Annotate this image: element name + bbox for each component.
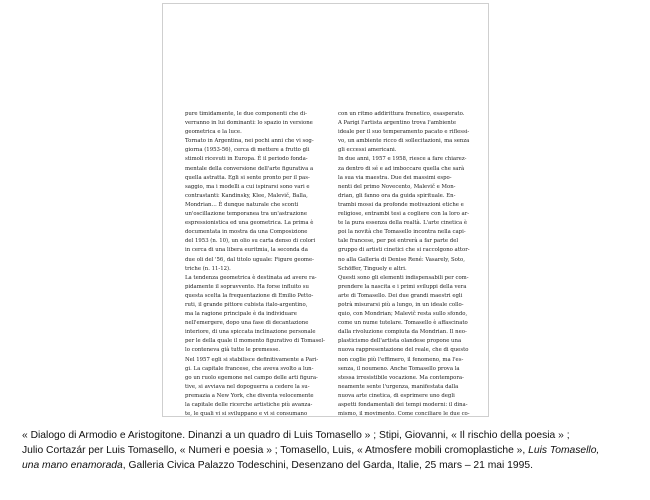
caption-line-3 — [22, 458, 637, 473]
text-line: La tendenza geometrica è destinata ad avere ra- — [185, 274, 317, 281]
text-line: Questi sono gli elementi indispensabili per com- — [338, 274, 469, 281]
text-line: prendere la nascita e i primi sviluppi della vera — [338, 283, 467, 290]
text-line: Nel 1957 egli si stabilisce definitivamente a Pari- — [185, 356, 319, 363]
text-line: nell'emergere, dopo una fase di decantazione — [185, 320, 309, 327]
text-line: stimoli ricevuti in Europa. È il periodo fonda- — [185, 156, 308, 163]
text-line: documentata in mostra da una Composizione — [185, 229, 308, 236]
text-line: aspetti fondamentali dei tempi moderni: il dina- — [338, 402, 468, 408]
caption-line-2-text: Julio Cortazár per Luis Tomasello, « Numeri e poesia » ; Tomasello, Luis, « Atmosfere mobili cromoplastiche », — [22, 445, 529, 456]
text-line: pure timidamente, le due componenti che di- — [185, 111, 307, 117]
text-line: gli eccessi americani. — [338, 147, 397, 154]
text-line: la sua via maestra. Due dei massimi espo- — [338, 174, 452, 181]
text-line: ma la ragione principale è da individuare — [185, 311, 297, 318]
text-line: un'oscillazione temporanea tra un'astrazione — [185, 211, 308, 218]
text-line: triche (n. 11-12). — [185, 265, 231, 272]
text-line: premazia a New York, che diventa velocemente — [185, 392, 314, 399]
text-line: per le della quale il momento figurativo di Tomasel- — [185, 338, 325, 345]
text-line: plasticismo dell'artista olandese propone una — [338, 338, 462, 345]
right-text-column — [338, 110, 480, 419]
text-line: Schöffer, Tinguely e altri. — [338, 265, 407, 272]
text-line: geometrica e la luce. — [185, 129, 242, 136]
caption-line-2-title: Luis Tomasello, — [528, 445, 600, 456]
text-line: in cerca di una libera euritmia, la seconda da — [185, 247, 308, 254]
text-line: quio, con Mondrian; Malevič resta sullo sfondo, — [338, 311, 468, 318]
text-line: saggio, ma i modelli a cui ispirarsi sono vari e — [185, 183, 310, 190]
scanned-page — [162, 3, 489, 417]
text-line: arte di Tomasello. Dei due grandi maestri egli — [338, 292, 463, 299]
text-line: drian, gli fanno ora da guida spirituale. En- — [338, 192, 456, 199]
caption-line-2 — [22, 443, 637, 458]
text-line: pidamente il sopravvento. Ha forse influito su — [185, 283, 309, 290]
text-line: religiose, entrambi tesi a cogliere con la loro ar- — [338, 211, 470, 218]
text-line: potrà misurarsi più a lungo, in un ideale collo- — [338, 301, 464, 308]
text-line: verranno in lui dominanti: lo spazio in versione — [185, 120, 313, 127]
caption-line-3-text: , Galleria Civica Palazzo Todeschini, Desenzano del Garda, Italie, 25 mars – 21 mai 1995. — [122, 460, 533, 471]
text-line: del 1953 (n. 10), un olio su carta denso di colori — [185, 238, 316, 245]
text-line: no alla Galleria di Denise René: Vasarely, Soto, — [338, 256, 465, 263]
text-line: questa scelta la frequentazione di Emilio Petto- — [185, 292, 314, 299]
text-line: nenti del primo Novecento, Malevič e Mon- — [338, 183, 456, 190]
text-line: za dentro di sé e ad imboccare quella che sarà — [338, 165, 465, 172]
text-line: Mondrian… È dunque naturale che sconti — [185, 201, 299, 208]
text-line: stessa irresistibile vocazione. Ma contempora- — [338, 374, 464, 381]
text-line: te la pura essenza della realtà. L'arte cinetica è — [338, 220, 468, 227]
text-line: tale francese, per poi entrerà a far parte del — [338, 238, 459, 245]
text-line: ideale per il suo temperamento pacato e riflessi- — [338, 129, 470, 136]
text-line: come un nume tutelare. Tomasello è affascinato — [338, 320, 468, 327]
text-line: ruti, il grande pittore cubista italo-argentino, — [185, 301, 308, 308]
text-line: interiore, di una spiccata inclinazione personale — [185, 329, 316, 336]
text-line: go un ruolo egemone nel campo delle arti figura- — [185, 374, 318, 381]
text-line: nuova rappresentazione del reale, che di questo — [338, 347, 469, 354]
text-line: mentale della conversione dell'arte figurativa a — [185, 165, 314, 172]
text-line: trambi mossi da profonde motivazioni etiche e — [338, 201, 464, 208]
caption-line-1: « Dialogo di Armodio e Aristogitone. Dinanzi a un quadro di Luis Tomasello » ; Stipi, Giovanni, « Il rischio della poesia » ; — [22, 430, 570, 441]
text-line: In due anni, 1957 e 1958, riesce a fare chiarez- — [338, 156, 467, 163]
image-caption — [22, 428, 637, 473]
text-line: non coglie più l'effimero, il fenomeno, ma l'es- — [338, 356, 464, 363]
caption-line-3-title: una mano enamorada — [22, 460, 123, 471]
text-line: poi la novità che Tomasello incontra nella capi- — [338, 229, 466, 236]
text-line: quella astratta. Egli si sente pronto per il pas- — [185, 174, 310, 181]
text-line: neamente sente l'urgenza, manifestata dalla — [338, 383, 459, 390]
text-line: tive, si avviava nel dopoguerra a cedere la su- — [185, 383, 310, 390]
text-line: vo, un ambiente ricco di sollecitazioni, ma senza — [338, 138, 470, 145]
text-line: senza, il noumeno. Anche Tomasello prova la — [338, 365, 460, 372]
text-line: due oli del '56, dal titolo uguale: Figure geome- — [185, 256, 314, 263]
text-line: lo conteneva già tutte le premesse. — [185, 347, 281, 354]
text-line: giorna (1953-56), cerca di mettere a frutto gli — [185, 147, 310, 154]
left-text-column — [185, 110, 327, 419]
text-line: mismo, il movimento. Come conciliare le due co- — [338, 411, 470, 418]
text-line: la capitale delle ricerche artistiche più avanza- — [185, 402, 313, 408]
text-line: dalla rivoluzione compiuta da Mondrian. Il neo- — [338, 329, 467, 336]
text-line: con un ritmo addirittura frenetico, esasperato. — [338, 111, 465, 117]
text-line: gi. La capitale francese, che aveva svolto a lun- — [185, 365, 314, 372]
text-line: gruppo di artisti cinetici che si raccolgono attor- — [338, 247, 470, 254]
text-line: Tornato in Argentina, nei pochi anni che vi sog- — [185, 138, 314, 145]
text-line: A Parigi l'artista argentino trova l'ambiente — [338, 120, 457, 127]
text-line: contrastanti: Kandinsky, Klee, Malevič, Balla, — [185, 192, 308, 199]
text-line: nuova arte cinetica, di esprimere uno degli — [338, 392, 455, 399]
text-line: te, le quali vi si sviluppano e vi si consumano — [185, 411, 308, 418]
text-line: espressionistica ed una geometrica. La prima è — [185, 220, 314, 227]
